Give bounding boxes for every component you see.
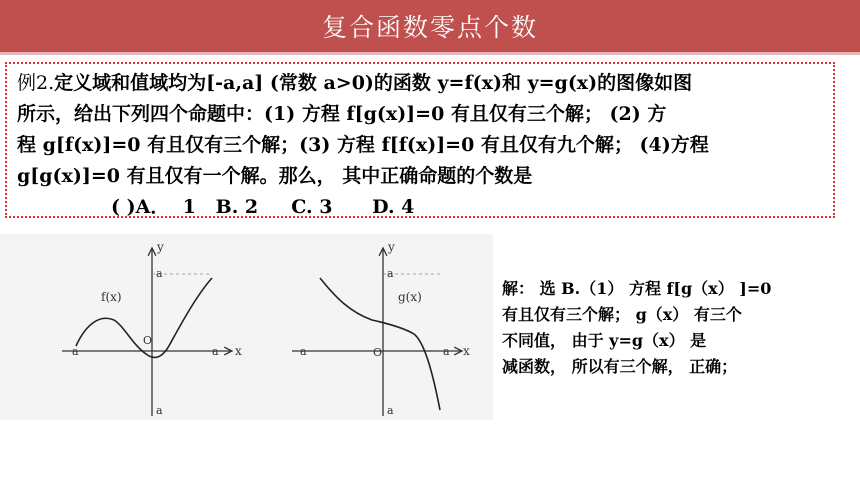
g-func-label: g(x) xyxy=(398,290,422,304)
problem-line-4: g[g(x)]=0 有且仅有一个解。那么， 其中正确命题的个数是 xyxy=(17,165,533,187)
problem-line-2: 所示，给出下列四个命题中：(1) 方程 f[g(x)]=0 有且仅有三个解； (2) 方 xyxy=(17,103,667,125)
solution-line-3: 不同值， 由于 y=g（x） 是 xyxy=(502,331,707,350)
g-curve xyxy=(320,278,440,410)
problem-label: 例2. xyxy=(17,72,55,94)
g-tick-a-top: a xyxy=(387,267,394,280)
f-tick-a-top: a xyxy=(156,267,163,280)
answer-options: ( )A． 1 B. 2 C. 3 D. 4 xyxy=(111,196,415,218)
g-origin: O xyxy=(373,346,383,359)
graphs-svg xyxy=(0,234,493,420)
f-origin: O xyxy=(143,334,153,347)
title-bar xyxy=(0,0,860,52)
problem-line-1 xyxy=(17,68,825,99)
graph-f xyxy=(62,240,242,417)
problem-box xyxy=(5,62,835,218)
solution-line-4: 减函数， 所以有三个解， 正确； xyxy=(502,357,738,376)
f-x-label: x xyxy=(235,344,242,358)
page-title: 复合函数零点个数 xyxy=(321,13,538,42)
g-tick-a-bottom: a xyxy=(387,404,394,417)
g-y-label: y xyxy=(388,240,395,254)
problem-line-1-text: 定义域和值域均为[-a,a] (常数 a>0)的函数 y=f(x)和 y=g(x)的图像如图 xyxy=(54,72,693,94)
problem-line-3: 程 g[f(x)]=0 有且仅有三个解；(3) 方程 f[f(x)]=0 有且仅有九个解； (4)方程 xyxy=(17,134,709,156)
f-func-label: f(x) xyxy=(101,290,122,304)
f-tick-a-left: a xyxy=(72,345,79,358)
function-graphs xyxy=(0,234,493,420)
f-y-label: y xyxy=(157,240,164,254)
solution-line-1: 解： 选 B.（1） 方程 f[g（x） ]=0 xyxy=(502,279,772,298)
solution-line-2: 有且仅有三个解； g（x） 有三个 xyxy=(502,305,742,324)
g-tick-a-left: a xyxy=(300,345,307,358)
title-divider xyxy=(0,52,860,55)
g-tick-a-right: a xyxy=(443,345,450,358)
graph-g xyxy=(292,240,470,417)
f-tick-a-right: a xyxy=(212,345,219,358)
solution-text xyxy=(502,276,832,380)
g-x-label: x xyxy=(463,344,470,358)
f-tick-a-bottom: a xyxy=(156,404,163,417)
